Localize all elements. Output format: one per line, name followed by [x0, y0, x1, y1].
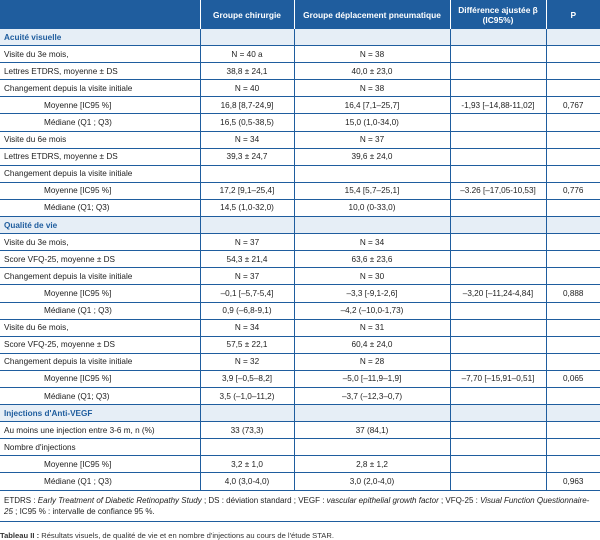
- cell-groupe-deplacement: N = 38: [294, 80, 450, 97]
- table-row: [0, 97, 600, 114]
- row-label: Changement depuis la visite initiale: [0, 165, 200, 182]
- row-label: Lettres ETDRS, moyenne ± DS: [0, 148, 200, 165]
- footnote-part: ; VFQ-25 :: [438, 495, 481, 505]
- cell-difference: -1,93 [–14,88-11,02]: [450, 97, 546, 114]
- cell-groupe-deplacement: –3,3 [-9,1-2,6]: [294, 285, 450, 302]
- row-label: Moyenne [IC95 %]: [0, 285, 200, 302]
- empty-cell: [200, 217, 294, 234]
- row-label: Changement depuis la visite initiale: [0, 80, 200, 97]
- cell-p: [546, 234, 600, 251]
- cell-difference: [450, 473, 546, 490]
- cell-groupe-chirurgie: 3,9 [–0,5–8,2]: [200, 370, 294, 387]
- table-row: [0, 370, 600, 387]
- cell-groupe-chirurgie: N = 37: [200, 268, 294, 285]
- table-row: [0, 114, 600, 131]
- row-label: Nombre d'injections: [0, 439, 200, 456]
- cell-groupe-deplacement: [294, 439, 450, 456]
- header-p: P: [546, 0, 600, 29]
- section-title: Qualité de vie: [0, 217, 200, 234]
- cell-difference: [450, 46, 546, 63]
- cell-p: [546, 336, 600, 353]
- empty-cell: [294, 405, 450, 422]
- cell-difference: [450, 63, 546, 80]
- cell-p: [546, 148, 600, 165]
- section-row: [0, 405, 600, 422]
- cell-p: [546, 387, 600, 404]
- row-label: Lettres ETDRS, moyenne ± DS: [0, 63, 200, 80]
- empty-cell: [450, 217, 546, 234]
- cell-p: 0,963: [546, 473, 600, 490]
- cell-groupe-chirurgie: N = 40: [200, 80, 294, 97]
- cell-difference: [450, 387, 546, 404]
- cell-groupe-chirurgie: 3,5 (–1,0–11,2): [200, 387, 294, 404]
- footnote-part: vascular epithelial growth factor: [326, 495, 439, 505]
- empty-cell: [546, 217, 600, 234]
- cell-difference: [450, 80, 546, 97]
- table-row: [0, 165, 600, 182]
- cell-p: [546, 165, 600, 182]
- cell-p: 0,767: [546, 97, 600, 114]
- table-row: [0, 439, 600, 456]
- cell-p: [546, 46, 600, 63]
- table-body: [0, 29, 600, 490]
- table-row: [0, 63, 600, 80]
- cell-difference: [450, 148, 546, 165]
- cell-p: [546, 251, 600, 268]
- empty-cell: [200, 405, 294, 422]
- cell-p: [546, 353, 600, 370]
- header-label: [0, 0, 200, 29]
- cell-groupe-deplacement: 39,6 ± 24,0: [294, 148, 450, 165]
- cell-groupe-deplacement: –5,0 [–11,9–1,9]: [294, 370, 450, 387]
- cell-difference: [450, 165, 546, 182]
- cell-groupe-chirurgie: 38,8 ± 24,1: [200, 63, 294, 80]
- table-row: [0, 387, 600, 404]
- table-row: [0, 251, 600, 268]
- table-row: [0, 46, 600, 63]
- table-row: [0, 336, 600, 353]
- row-label: Moyenne [IC95 %]: [0, 456, 200, 473]
- header-groupe-chirurgie: Groupe chirurgie: [200, 0, 294, 29]
- cell-groupe-deplacement: 37 (84,1): [294, 422, 450, 439]
- cell-p: 0,065: [546, 370, 600, 387]
- row-label: Médiane (Q1 ; Q3): [0, 473, 200, 490]
- footnote-part: ; IC95 % : intervalle de confiance 95 %.: [12, 506, 155, 516]
- cell-groupe-chirurgie: N = 40 a: [200, 46, 294, 63]
- cell-groupe-deplacement: 16,4 [7,1–25,7]: [294, 97, 450, 114]
- cell-groupe-chirurgie: N = 34: [200, 319, 294, 336]
- cell-groupe-chirurgie: 14,5 (1,0-32,0): [200, 199, 294, 216]
- cell-difference: [450, 353, 546, 370]
- table-caption: [0, 531, 600, 540]
- row-label: Au moins une injection entre 3-6 m, n (%): [0, 422, 200, 439]
- section-row: [0, 29, 600, 46]
- cell-groupe-deplacement: N = 38: [294, 46, 450, 63]
- cell-groupe-chirurgie: –0,1 [–5,7-5,4]: [200, 285, 294, 302]
- cell-p: [546, 319, 600, 336]
- table-row: [0, 182, 600, 199]
- cell-difference: [450, 199, 546, 216]
- table-row: [0, 422, 600, 439]
- table-row: [0, 131, 600, 148]
- cell-groupe-deplacement: 60,4 ± 24,0: [294, 336, 450, 353]
- cell-difference: [450, 422, 546, 439]
- cell-difference: [450, 439, 546, 456]
- empty-cell: [294, 217, 450, 234]
- footnote-part: Visual Function Questionnaire-25: [4, 495, 590, 516]
- cell-groupe-deplacement: –3,7 (–12,3–0,7): [294, 387, 450, 404]
- row-label: Moyenne [IC95 %]: [0, 370, 200, 387]
- cell-difference: [450, 234, 546, 251]
- table-row: [0, 148, 600, 165]
- cell-groupe-chirurgie: 16,8 [8,7-24,9]: [200, 97, 294, 114]
- empty-cell: [200, 29, 294, 46]
- cell-p: [546, 302, 600, 319]
- table-row: [0, 302, 600, 319]
- cell-p: [546, 63, 600, 80]
- header-difference-ajustee: Différence ajustée β (IC95%): [450, 0, 546, 29]
- row-label: Médiane (Q1; Q3): [0, 199, 200, 216]
- empty-cell: [450, 29, 546, 46]
- cell-groupe-deplacement: [294, 165, 450, 182]
- row-label: Visite du 6e mois,: [0, 319, 200, 336]
- cell-difference: –7,70 [–15,91–0,51]: [450, 370, 546, 387]
- row-label: Moyenne [IC95 %]: [0, 182, 200, 199]
- cell-groupe-chirurgie: 33 (73,3): [200, 422, 294, 439]
- cell-groupe-deplacement: 63,6 ± 23,6: [294, 251, 450, 268]
- section-title: Injections d'Anti-VEGF: [0, 405, 200, 422]
- cell-groupe-chirurgie: 54,3 ± 21,4: [200, 251, 294, 268]
- table-row: [0, 199, 600, 216]
- table-row: [0, 319, 600, 336]
- table-row: [0, 268, 600, 285]
- row-label: Score VFQ-25, moyenne ± DS: [0, 336, 200, 353]
- footnote-part: ETDRS :: [4, 495, 38, 505]
- cell-groupe-chirurgie: 57,5 ± 22,1: [200, 336, 294, 353]
- cell-groupe-chirurgie: [200, 439, 294, 456]
- table-row: [0, 353, 600, 370]
- table-row: [0, 80, 600, 97]
- cell-groupe-deplacement: 10,0 (0-33,0): [294, 199, 450, 216]
- cell-difference: [450, 302, 546, 319]
- cell-p: [546, 114, 600, 131]
- cell-difference: [450, 336, 546, 353]
- cell-p: [546, 439, 600, 456]
- empty-cell: [546, 405, 600, 422]
- table-row: [0, 285, 600, 302]
- cell-groupe-chirurgie: N = 34: [200, 131, 294, 148]
- cell-difference: [450, 456, 546, 473]
- cell-p: 0,888: [546, 285, 600, 302]
- row-label: Médiane (Q1 ; Q3): [0, 114, 200, 131]
- table-row: [0, 473, 600, 490]
- caption-text: Résultats visuels, de qualité de vie et en nombre d'injections au cours de l'étude STAR.: [39, 530, 334, 540]
- cell-groupe-deplacement: 40,0 ± 23,0: [294, 63, 450, 80]
- cell-groupe-chirurgie: N = 32: [200, 353, 294, 370]
- empty-cell: [546, 29, 600, 46]
- cell-groupe-deplacement: –4,2 (–10,0-1,73): [294, 302, 450, 319]
- empty-cell: [294, 29, 450, 46]
- cell-groupe-chirurgie: 0,9 (–6,8-9,1): [200, 302, 294, 319]
- row-label: Médiane (Q1 ; Q3): [0, 302, 200, 319]
- cell-groupe-chirurgie: 39,3 ± 24,7: [200, 148, 294, 165]
- header-groupe-deplacement: Groupe déplacement pneumatique: [294, 0, 450, 29]
- row-label: Visite du 3e mois,: [0, 46, 200, 63]
- row-label: Médiane (Q1; Q3): [0, 387, 200, 404]
- cell-groupe-deplacement: N = 28: [294, 353, 450, 370]
- cell-p: [546, 268, 600, 285]
- row-label: Changement depuis la visite initiale: [0, 353, 200, 370]
- section-title: Acuité visuelle: [0, 29, 200, 46]
- row-label: Score VFQ-25, moyenne ± DS: [0, 251, 200, 268]
- table-header-row: [0, 0, 600, 29]
- cell-difference: [450, 268, 546, 285]
- cell-p: [546, 422, 600, 439]
- cell-p: [546, 131, 600, 148]
- footnote-part: ; DS : déviation standard ; VEGF :: [201, 495, 327, 505]
- row-label: Visite du 6e mois: [0, 131, 200, 148]
- table-row: [0, 456, 600, 473]
- cell-groupe-chirurgie: N = 37: [200, 234, 294, 251]
- row-label: Changement depuis la visite initiale: [0, 268, 200, 285]
- cell-difference: –3,20 [–11,24-4,84]: [450, 285, 546, 302]
- cell-groupe-deplacement: N = 34: [294, 234, 450, 251]
- cell-groupe-deplacement: 15,4 [5,7–25,1]: [294, 182, 450, 199]
- cell-groupe-chirurgie: 16,5 (0,5-38,5): [200, 114, 294, 131]
- cell-difference: [450, 114, 546, 131]
- cell-groupe-deplacement: N = 30: [294, 268, 450, 285]
- cell-difference: –3.26 [–17,05-10,53]: [450, 182, 546, 199]
- table-footnote: [0, 491, 600, 522]
- cell-groupe-deplacement: 2,8 ± 1,2: [294, 456, 450, 473]
- cell-groupe-chirurgie: 17,2 [9,1–25,4]: [200, 182, 294, 199]
- cell-difference: [450, 251, 546, 268]
- table-row: [0, 234, 600, 251]
- caption-label: Tableau II :: [0, 530, 40, 540]
- cell-groupe-chirurgie: 4,0 (3,0-4,0): [200, 473, 294, 490]
- cell-p: [546, 199, 600, 216]
- footnote-part: Early Treatment of Diabetic Retinopathy Study: [37, 495, 202, 505]
- cell-p: [546, 456, 600, 473]
- section-row: [0, 217, 600, 234]
- cell-groupe-deplacement: N = 37: [294, 131, 450, 148]
- cell-groupe-deplacement: 15,0 (1,0-34,0): [294, 114, 450, 131]
- cell-groupe-deplacement: N = 31: [294, 319, 450, 336]
- cell-p: 0,776: [546, 182, 600, 199]
- cell-difference: [450, 131, 546, 148]
- row-label: Moyenne [IC95 %]: [0, 97, 200, 114]
- cell-groupe-chirurgie: [200, 165, 294, 182]
- cell-groupe-deplacement: 3,0 (2,0-4,0): [294, 473, 450, 490]
- cell-difference: [450, 319, 546, 336]
- cell-p: [546, 80, 600, 97]
- cell-groupe-chirurgie: 3,2 ± 1,0: [200, 456, 294, 473]
- empty-cell: [450, 405, 546, 422]
- row-label: Visite du 3e mois,: [0, 234, 200, 251]
